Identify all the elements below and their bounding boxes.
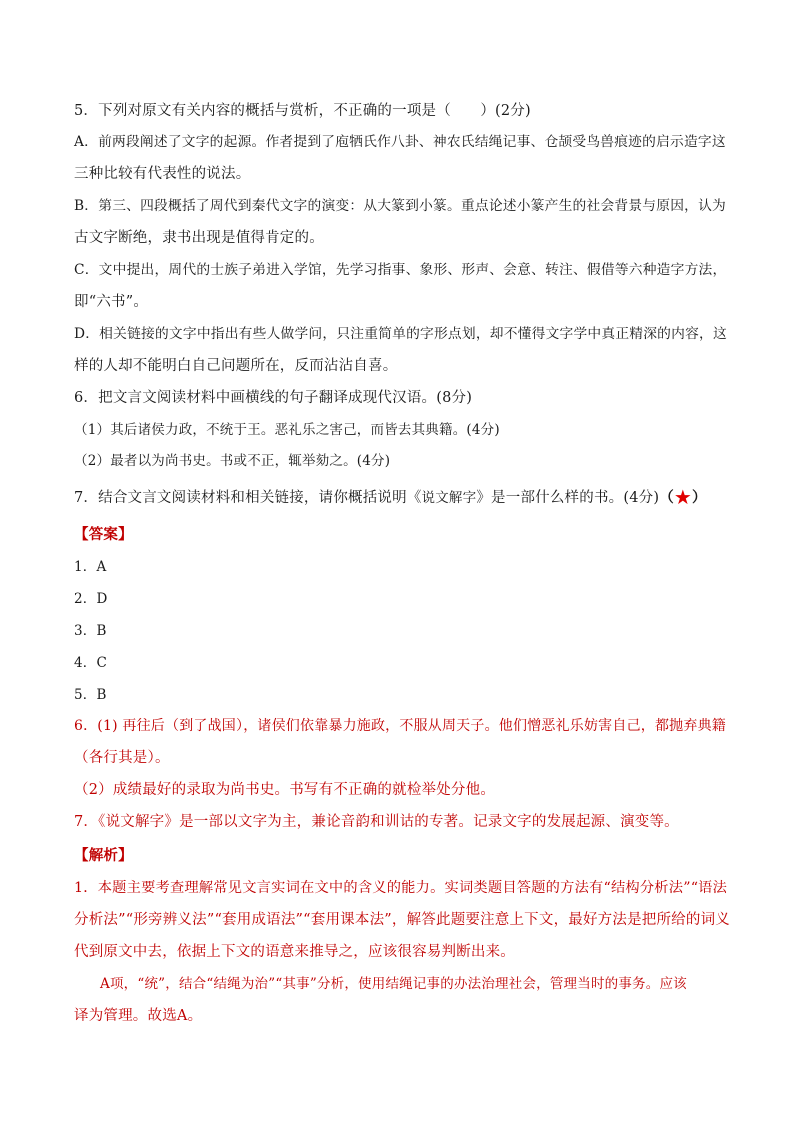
q6-sentence-2: （2）最者以为尚书史。书或不正，辄举劾之。(4分): [74, 453, 391, 469]
star-close-paren: ）: [692, 489, 707, 506]
q7-stem: [74, 487, 707, 508]
analysis-p1-line2: 分析法”“形旁辨义法”“套用成语法”“套用课本法”，解答此题要注意上下文，最好方法是把所给的词义: [74, 912, 730, 928]
answer-1: 1．A: [74, 559, 107, 575]
q5-option-d-line2: 样的人却不能明白自己问题所在，反而沾沾自喜。: [74, 358, 398, 374]
q5-option-a-line1: A．前两段阐述了文字的起源。作者提到了庖牺氏作八卦、神农氏结绳记事、仓颉受鸟兽痕迹的启示造字这: [74, 134, 726, 150]
analysis-p1-line1: 1．本题主要考查理解常见文言实词在文中的含义的能力。实词类题目答题的方法有“结构分析法”“语法: [74, 880, 728, 896]
answer-5: 5．B: [74, 687, 107, 703]
q6-stem: 6．把文言文阅读材料中画横线的句子翻译成现代汉语。(8分): [74, 390, 473, 406]
analysis-p1-line3: 代到原文中去，依据上下文的语意来推导之，应该很容易判断出来。: [74, 944, 515, 960]
q5-option-c-line1: C．文中提出，周代的士族子弟进入学馆，先学习指事、象形、形声、会意、转注、假借等六种造字方法，: [74, 262, 727, 278]
answer-6-line2: （各行其是）。: [74, 750, 170, 766]
answer-2: 2．D: [74, 591, 108, 607]
analysis-p2-line2: 译为管理。故选A。: [74, 1008, 203, 1024]
star-open-paren: （: [659, 489, 674, 506]
star-icon: ★: [673, 485, 693, 509]
answer-6-line3: （2）成绩最好的录取为尚书史。书写有不正确的就检举处分他。: [74, 782, 496, 798]
analysis-heading: 【解析】: [74, 847, 133, 864]
answers-heading: 【答案】: [74, 526, 133, 543]
answer-4: 4．C: [74, 655, 108, 671]
q5-option-a-line2: 三种比较有代表性的说法。: [74, 166, 251, 182]
q5-option-c-line2: 即“六书”。: [74, 294, 149, 310]
analysis-p2-line1: A项，“统”，结合“结绳为治”“其事”分析，使用结绳记事的办法治理社会，管理当时的事务。应该: [100, 976, 687, 992]
answer-6-line1: 6．(1) 再往后（到了战国），诸侯们依靠暴力施政，不服从周天子。他们憎恶礼乐妨害自己，都抛弃典籍: [74, 718, 726, 734]
q5-option-d-line1: D．相关链接的文字中指出有些人做学问，只注重简单的字形点划，却不懂得文字学中真正精深的内容，这: [74, 326, 727, 342]
q7-book-title: 说文解字: [421, 490, 477, 506]
q5-option-b-line1: B．第三、四段概括了周代到秦代文字的演变：从大篆到小篆。重点论述小篆产生的社会背景与原因，认为: [74, 198, 727, 214]
answer-3: 3．B: [74, 623, 107, 639]
q6-sentence-1: （1）其后诸侯力政，不统于王。恶礼乐之害己，而皆去其典籍。(4分): [74, 422, 500, 438]
q7-stem-post: 》是一部什么样的书。(4分): [476, 490, 660, 506]
answer-7: 7．《说文解字》是一部以文字为主，兼论音韵和训诂的专著。记录文字的发展起源、演变等。: [74, 814, 679, 830]
q5-option-b-line2: 古文字断绝，隶书出现是值得肯定的。: [74, 230, 324, 246]
q7-stem-pre: 7．结合文言文阅读材料和相关链接，请你概括说明《: [74, 490, 422, 506]
q5-stem: 5．下列对原文有关内容的概括与赏析，不正确的一项是（ ）(2分): [74, 103, 531, 119]
